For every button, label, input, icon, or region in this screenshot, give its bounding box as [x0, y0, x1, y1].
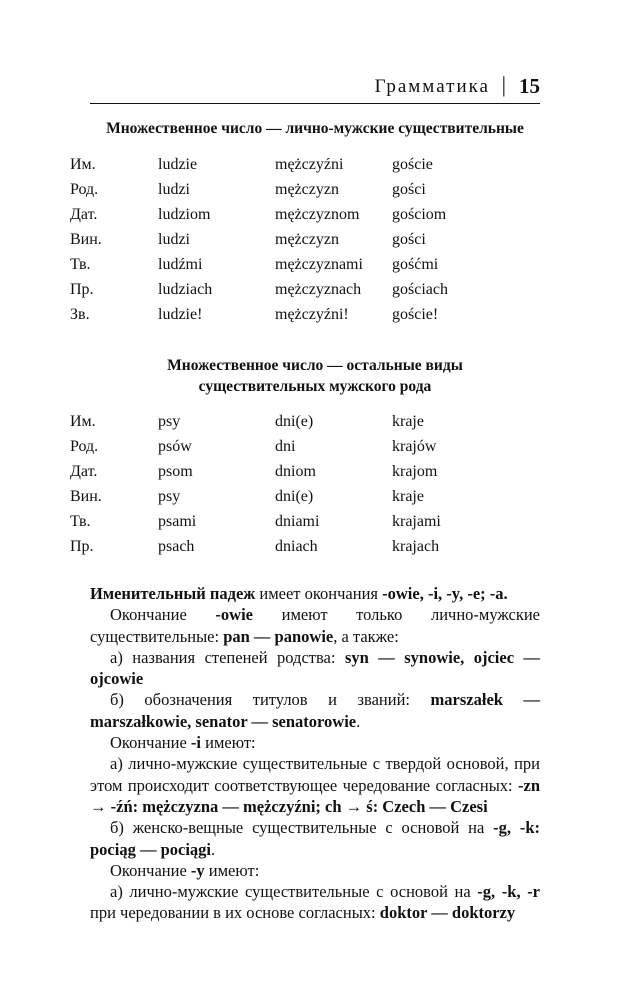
paragraph [90, 817, 540, 860]
word-form: psach [158, 538, 195, 555]
word-form: gościach [392, 281, 448, 298]
example-bold: marszałek — marszałkowie, senator — senatorowie [90, 690, 540, 731]
word-form: krajom [392, 463, 438, 480]
word-form: goście [392, 156, 433, 173]
section-title-plural-personal: Множественное число — лично-мужские существительные [106, 120, 524, 137]
example-bold: doktor — doktorzy [379, 903, 516, 923]
text-run: Окончание [110, 605, 216, 625]
word-form: psami [158, 513, 197, 530]
table-row [70, 509, 540, 534]
text-run: а) лично-мужские существительные с твердой основой, при этом происходит соответствующее чередование согласных: [90, 754, 540, 795]
word-form: ludźmi [158, 256, 203, 273]
text-run: а) лично-мужские существительные с основой на [110, 882, 478, 902]
word-form: dni [275, 438, 296, 455]
paragraph [90, 732, 540, 753]
word-form: gości [392, 231, 426, 248]
case-label: Вин. [70, 488, 102, 505]
case-label: Род. [70, 438, 99, 455]
word-form: mężczyźni [275, 156, 344, 173]
ending-bold: -g, -k, -r [477, 882, 541, 902]
case-label: Тв. [70, 513, 91, 530]
ending-bold: -i [190, 733, 201, 753]
text-run: имеют: [201, 733, 256, 753]
paragraph [90, 860, 540, 881]
word-form: gościom [392, 206, 447, 223]
text-run: имеет окончания [255, 584, 383, 603]
text-run: при чередовании в их основе согласных: [90, 903, 380, 923]
declension-table-personal [70, 152, 540, 327]
grammar-text [90, 583, 540, 924]
table-row [70, 227, 540, 252]
word-form: psów [158, 438, 192, 455]
table-row [70, 409, 540, 434]
example-bold: pan — panowie [223, 626, 334, 646]
word-form: dni(e) [275, 488, 314, 505]
paragraph [90, 604, 540, 647]
text-run: имеют только лично-мужские существительные: [90, 605, 540, 646]
text-run: б) женско-вещные существительные с основой на [110, 818, 494, 838]
text-run: а) названия степеней родства: [110, 647, 345, 667]
word-form: mężczyzn [275, 231, 339, 248]
text-run: . [356, 711, 361, 731]
word-form: mężczyznom [275, 206, 360, 223]
word-form: mężczyznami [275, 256, 363, 273]
word-form: gośćmi [392, 256, 439, 273]
term-bold: Именительный падеж [90, 584, 256, 603]
word-form: psy [158, 488, 181, 505]
word-form: dniach [275, 538, 318, 555]
ending-bold: -y [190, 860, 205, 880]
case-label: Род. [70, 181, 99, 198]
case-label: Пр. [70, 281, 94, 298]
word-form: mężczyzn [275, 181, 339, 198]
word-form: ludziom [158, 206, 211, 223]
text-run: Окончание [110, 860, 191, 880]
page-number: 15 [519, 74, 540, 98]
table-row [70, 484, 540, 509]
text-run: имеют: [204, 860, 260, 880]
paragraph [90, 881, 540, 924]
word-form: kraje [392, 413, 424, 430]
ending-bold: -owie [215, 605, 253, 625]
word-form: krajów [392, 438, 437, 455]
case-label: Им. [70, 156, 96, 173]
table-row [70, 534, 540, 559]
table-row [70, 202, 540, 227]
section-title-line: Множественное число — остальные виды [167, 357, 463, 374]
case-label: Дат. [70, 463, 98, 480]
table-row [70, 459, 540, 484]
table-row [70, 277, 540, 302]
case-label: Дат. [70, 206, 98, 223]
word-form: dni(e) [275, 413, 314, 430]
endings-bold: -owie, -i, -y, -e; -a. [382, 584, 508, 603]
text-run: Окончание [110, 733, 191, 753]
case-label: Тв. [70, 256, 91, 273]
word-form: dniami [275, 513, 320, 530]
word-form: ludzie [158, 156, 198, 173]
word-form: kraje [392, 488, 424, 505]
text-run: . [211, 839, 216, 859]
paragraph [90, 647, 540, 690]
table-row [70, 152, 540, 177]
table-row [70, 252, 540, 277]
section-title-line: существительных мужского рода [198, 378, 432, 395]
word-form: gości [392, 181, 426, 198]
word-form: krajach [392, 538, 440, 555]
word-form: goście! [392, 306, 439, 323]
word-form: mężczyźni! [275, 306, 349, 323]
running-title: Грамматика [374, 76, 490, 97]
case-label: Зв. [70, 306, 90, 323]
running-header [90, 70, 540, 104]
word-form: ludzi [158, 231, 190, 248]
word-form: psom [158, 463, 193, 480]
word-form: krajami [392, 513, 441, 530]
case-label: Им. [70, 413, 96, 430]
text-run: б) обозначения титулов и званий: [110, 690, 431, 710]
case-label: Вин. [70, 231, 102, 248]
table-row [70, 177, 540, 202]
table-row [70, 434, 540, 459]
example-bold: -g, -k: pociąg — pociągi [90, 818, 540, 859]
word-form: psy [158, 413, 181, 430]
paragraph [90, 689, 540, 732]
case-label: Пр. [70, 538, 94, 555]
text-run: , а также: [333, 626, 399, 646]
header-separator: | [501, 72, 506, 97]
table-row [70, 302, 540, 327]
paragraph [90, 583, 540, 604]
word-form: ludzie! [158, 306, 203, 323]
word-form: dniom [275, 463, 316, 480]
declension-table-other [70, 409, 540, 559]
word-form: ludzi [158, 181, 190, 198]
word-form: ludziach [158, 281, 213, 298]
example-bold: -zn → -źń: mężczyzna — mężczyźni; ch → ś: Czech — Czesi [90, 775, 540, 816]
word-form: mężczyznach [275, 281, 362, 298]
example-bold: syn — synowie, ojciec — ojcowie [90, 647, 540, 689]
section-title-plural-other [90, 355, 540, 397]
paragraph [90, 753, 540, 817]
